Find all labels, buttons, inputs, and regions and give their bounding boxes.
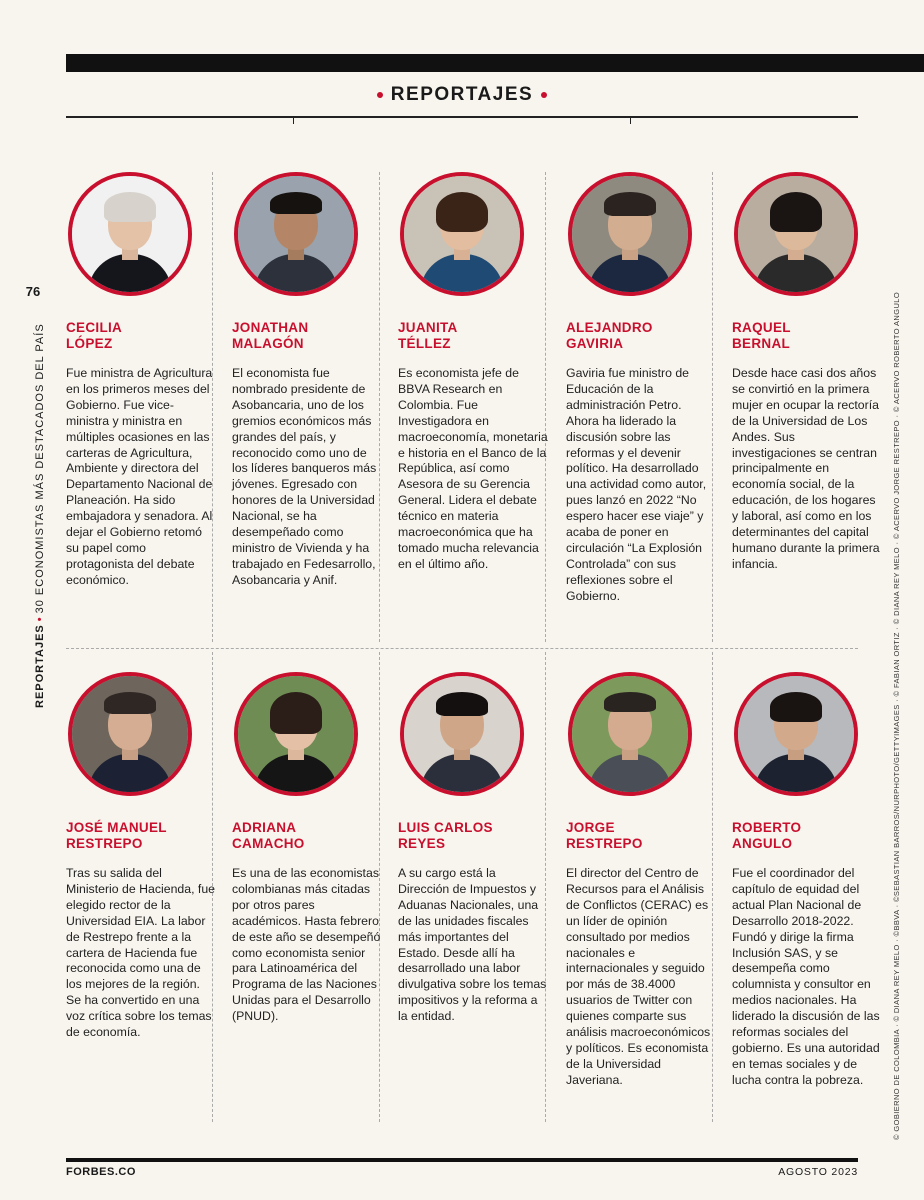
portrait-photo [568, 672, 692, 796]
profile-bio: Es una de las economistas colombianas más citadas por otros pares académicos. Hasta febrero de este año se desempeñó como economista senior para Latinoamérica del Programa de las Naciones Unidas para el Desarrollo (PNUD). [232, 866, 381, 1024]
profile-name: JONATHAN MALAGÓN [232, 320, 309, 351]
profile-card [232, 672, 382, 1025]
profile-bio: El director del Centro de Recursos para el Análisis de Conflictos (CERAC) es un líder de opinión consultado por medios nacionales e internacionales y seguido por más de 38.4000 usuarios de Twitter con quienes comparte sus análisis macroeconómicos y políticos. Es economista de la Universidad Javeriana. [566, 866, 711, 1087]
footer-site: FORBES.CO [66, 1166, 136, 1178]
profile-name: ALEJANDRO GAVIRIA [566, 320, 653, 351]
row-divider [66, 648, 858, 649]
profile-name: ADRIANA CAMACHO [232, 820, 305, 851]
profile-card [232, 172, 382, 589]
profile-card [398, 672, 548, 1025]
heading-rule [66, 116, 858, 118]
portrait-photo [568, 172, 692, 296]
profile-card [566, 672, 716, 1089]
profile-bio: A su cargo está la Dirección de Impuestos y Aduanas Nacionales, una de las unidades fiscales más importantes del Estado. Desde allí ha desarrollado una labor divulgativa sobre los temas impositivos y la reforma a la entidad. [398, 866, 547, 1024]
side-subtitle: 30 ECONOMISTAS MÁS DESTACADOS DEL PAÍS [34, 323, 46, 614]
footer-issue: AGOSTO 2023 [778, 1166, 858, 1178]
profile-card [66, 672, 216, 1041]
side-running-head [34, 323, 46, 708]
profile-bio: Fue ministra de Agricultura en los primeros meses del Gobierno. Fue vice-ministra y ministra en múltiples ocasiones en las carteras de Agricultura, Ambiente y directora del Departamento Nacional de Planeación. Ha sido embajadora y senadora. Al dejar el Gobierno retomó su papel como protagonista del debate económico. [66, 366, 213, 587]
profile-name: JORGE RESTREPO [566, 820, 643, 851]
portrait-photo [400, 672, 524, 796]
profile-card [732, 672, 882, 1089]
profile-bio: Tras su salida del Ministerio de Hacienda, fue elegido rector de la Universidad EIA. La labor de Restrepo frente a la cartera de Hacienda fue reconocida como una de los mejores de la región. Se ha convertido en una voz crítica sobre los temas de economía. [66, 866, 216, 1040]
portrait-photo [68, 172, 192, 296]
section-title: REPORTAJES [390, 84, 534, 105]
profile-name: RAQUEL BERNAL [732, 320, 791, 351]
portrait-photo [400, 172, 524, 296]
profile-name: CECILIA LÓPEZ [66, 320, 123, 351]
heading-tick [293, 116, 294, 124]
section-heading [66, 80, 858, 110]
portrait-photo [68, 672, 192, 796]
bullet-icon [541, 92, 547, 98]
portrait-photo [234, 172, 358, 296]
profile-name: ROBERTO ANGULO [732, 820, 802, 851]
profile-bio: Fue el coordinador del capítulo de equidad del actual Plan Nacional de Desarrollo 2018-2022. Fundó y dirige la firma Inclusión SAS, y se desempeña como columnista y consultor en medios nacionales. Ha liderado la discusión de las reformas sociales del gobierno. Es una autoridad en temas sociales y de lucha contra la pobreza. [732, 866, 880, 1087]
profile-card [398, 172, 548, 573]
top-bar [66, 54, 924, 72]
bullet-icon [377, 92, 383, 98]
profile-card [566, 172, 716, 605]
profile-bio: Desde hace casi dos años se convirtió en la primera mujer en ocupar la rectoría de la Universidad de Los Andes. Sus investigaciones se centran principalmente en economía social, de la educación, de los hogares y laboral, así como en los determinantes del capital humano durante la primera infancia. [732, 366, 880, 571]
profile-bio: Es economista jefe de BBVA Research en Colombia. Fue Investigadora en macroeconomía, monetaria e historia en el Banco de la República, así como Asesora de su Gerencia General. Lidera el debate técnico en materia macroeconómica que ha tomado mucha relevancia en el último año. [398, 366, 548, 571]
profile-name: LUIS CARLOS REYES [398, 820, 493, 851]
profile-card [732, 172, 882, 573]
profile-name: JOSÉ MANUEL RESTREPO [66, 820, 167, 851]
portrait-photo [734, 172, 858, 296]
profile-bio: El economista fue nombrado presidente de Asobancaria, uno de los gremios económicos más grandes del país, y reconocido como uno de los líderes banqueros más jóvenes. Egresado con honores de la Universidad Nacional, se ha desempeñado como ministro de Vivienda y ha trabajado en Fedesarrollo, Asobancaria y Anif. [232, 366, 377, 587]
heading-tick [630, 116, 631, 124]
profile-bio: Gaviria fue ministro de Educación de la administración Petro. Ahora ha liderado la discusión sobre las reformas y el devenir político. Ha desarrollado una actividad como autor, pues lanzó en 2022 “No espero hacer ese viaje” y acaba de poner en circulación “La Explosión Controlada” con sus reflexiones sobre el Gobierno. [566, 366, 707, 603]
photo-credits: © GOBIERNO DE COLOMBIA · © DIANA REY MELO · ©BBVA · ©SEBASTIAN BARROS/NURPHOTO/GETTYIMAGES · © FABIAN ORTIZ · © DIANA REY MELO · © ACERVO JORGE RESTREPO · © ACERVO ROBERTO ANGULO [892, 291, 901, 1140]
side-separator: • [34, 616, 46, 622]
footer-rule [66, 1158, 858, 1162]
portrait-photo [234, 672, 358, 796]
page-number: 76 [25, 284, 41, 299]
profile-name: JUANITA TÉLLEZ [398, 320, 458, 351]
side-section: REPORTAJES [34, 624, 46, 708]
profile-card [66, 172, 216, 589]
portrait-photo [734, 672, 858, 796]
